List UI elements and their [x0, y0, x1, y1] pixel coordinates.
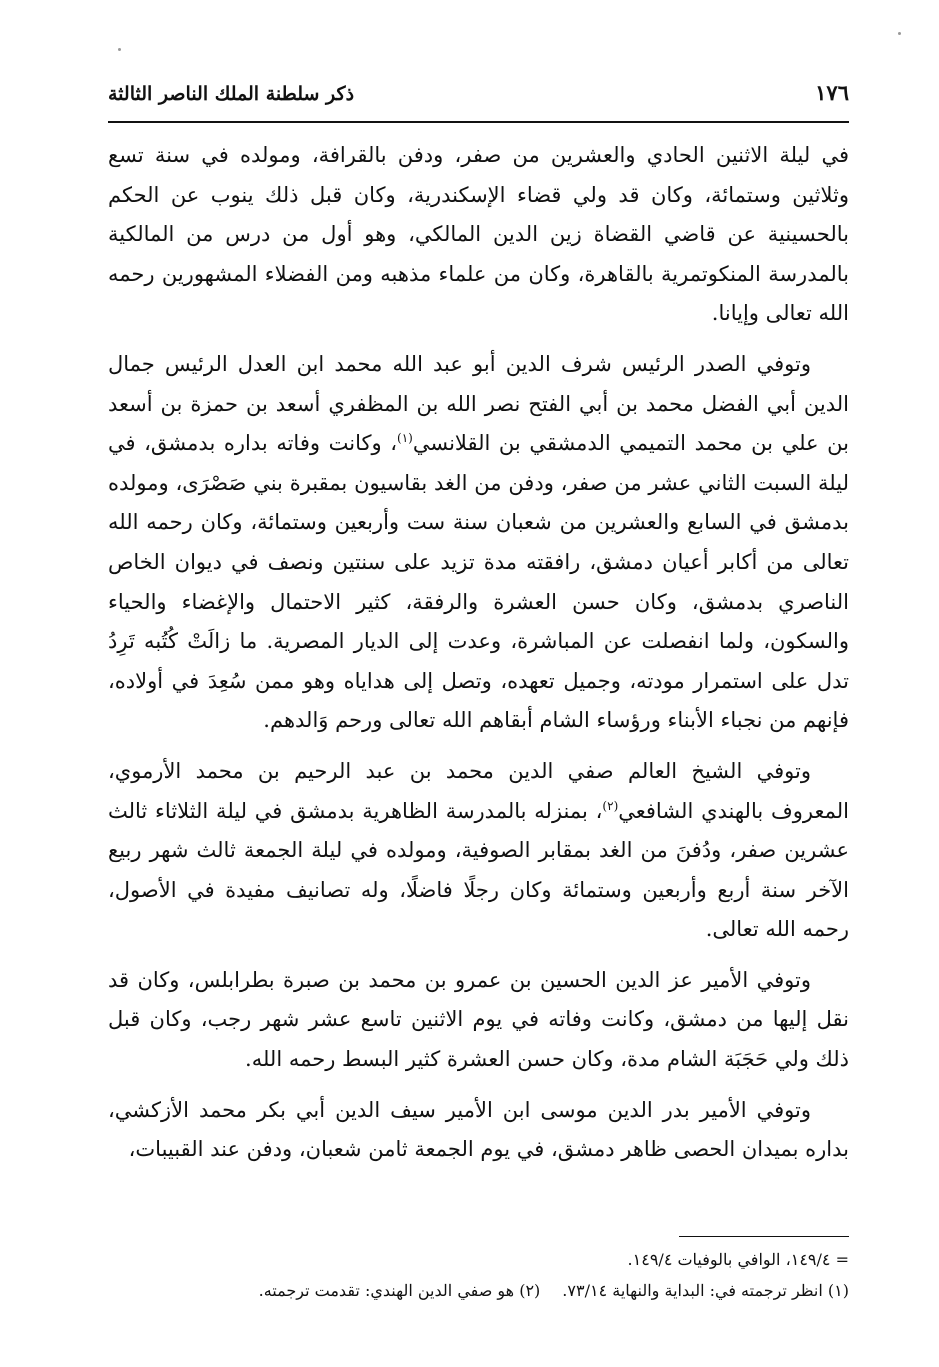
paragraph-3-text-a: وتوفي الشيخ العالم صفي الدين محمد بن عبد الرحيم بن محمد الأرموي، المعروف بالهندي الشافعي: [108, 758, 849, 823]
paragraph-3-text-b: ، بمنزله بالمدرسة الظاهرية بدمشق في ليلة الثلاثاء ثالث عشرين صفر، ودُفنَ من الغد بمقابر الصوفية، ومولده في ليلة الجمعة ثالث شهر ربيع الآخر سنة أربع وأربعين وستمائة وكان رجلًا فاضلًا، وله تصانيف مفيدة في الأصول، رحمه الله تعالى.: [108, 798, 849, 942]
footnote-2: (٢) هو صفي الدين الهندي: تقدمت ترجمته.: [258, 1281, 541, 1300]
footnote-continuation: = ١٤٩/٤، الوافي بالوفيات ١٤٩/٤.: [627, 1250, 849, 1269]
footnote-1: (١) انظر ترجمته في: البداية والنهاية ٧٣/١٤.: [562, 1281, 849, 1300]
paragraph-3: [108, 752, 849, 950]
paragraph-2-text-b: ، وكانت وفاته بداره بدمشق، في ليلة السبت الثاني عشر من صفر، ودفن من الغد بقاسيون بمقبرة بني صَصْرَى، ومولده بدمشق في السابع والعشرين من شعبان سنة ست وأربعين وستمائة، وكان رحمه الله تعالى من أكابر أعيان دمشق، رافقته مدة تزيد على سنتين ونصف في ديوان الخاص الناصري بدمشق، وكان حسن العشرة والرفقة، كثير الاحتمال والإغضاء والحياء والسكون، ولما انفصلت عن المباشرة، وعدت إلى الديار المصرية. ما زالَتْ كُتُبه تَرِدُ تدل على استمرار مودته، وجميل تعهده، وتصل إلى هداياه وهو ممن سُعِدَ في أولاده، فإنهم من نجباء الأبناء ورؤساء الشام أبقاهم الله تعالى ورحم وَالدهم.: [108, 431, 849, 733]
paragraph-2: [108, 345, 849, 741]
footnote-line: [108, 1275, 849, 1306]
paragraph-2-text-a: وتوفي الصدر الرئيس شرف الدين أبو عبد الله محمد ابن العدل الرئيس جمال الدين أبي الفضل محمد بن أبي الفتح نصر الله بن المظفري أسعد بن حمزة بن أسعد بن علي بن محمد التميمي الدمشقي بن القلانسي: [108, 351, 849, 456]
footnote-ref-1: (١): [397, 431, 413, 446]
footnote-ref-2: (٢): [602, 798, 619, 813]
page-number: ١٧٦: [815, 80, 849, 105]
footnotes: [108, 1244, 849, 1306]
paragraph-4: وتوفي الأمير عز الدين الحسين بن عمرو بن محمد بن صبرة بطرابلس، وكان قد نقل إليها من دمشق، وكانت وفاته في يوم الاثنين تاسع عشر شهر رجب، وكان قبل ذلك ولي حَجَبَة الشام مدة، وكان حسن العشرة كثير البسط رحمه الله.: [108, 967, 849, 1072]
header-rule: [108, 121, 849, 123]
scan-speck: [898, 32, 901, 35]
paragraph-1: في ليلة الاثنين الحادي والعشرين من صفر، ودفن بالقرافة، ومولده في سنة تسع وثلاثين وستمائة، وكان قد ولي قضاء الإسكندرية، وكان قبل ذلك ينوب عن الحكم بالحسينية عن قاضي القضاة زين الدين المالكي، وهو أول من درس من المالكية بالمدرسة المنكوتمرية بالقاهرة، وكان من علماء مذهبه ومن الفضلاء المشهورين رحمه الله تعالى وإيانا.: [108, 143, 849, 326]
footnote-rule: [679, 1236, 849, 1237]
page-header: [108, 80, 849, 105]
scan-speck: [118, 48, 121, 51]
body-text: [108, 136, 849, 1181]
paragraph-5: وتوفي الأمير بدر الدين موسى ابن الأمير سيف الدين أبي بكر محمد الأزكشي، بداره بميدان الحصى ظاهر دمشق، في يوم الجمعة ثامن شعبان، ودفن عند القبيبات،: [108, 1097, 849, 1162]
running-title: ذكر سلطنة الملك الناصر الثالثة: [108, 83, 355, 105]
